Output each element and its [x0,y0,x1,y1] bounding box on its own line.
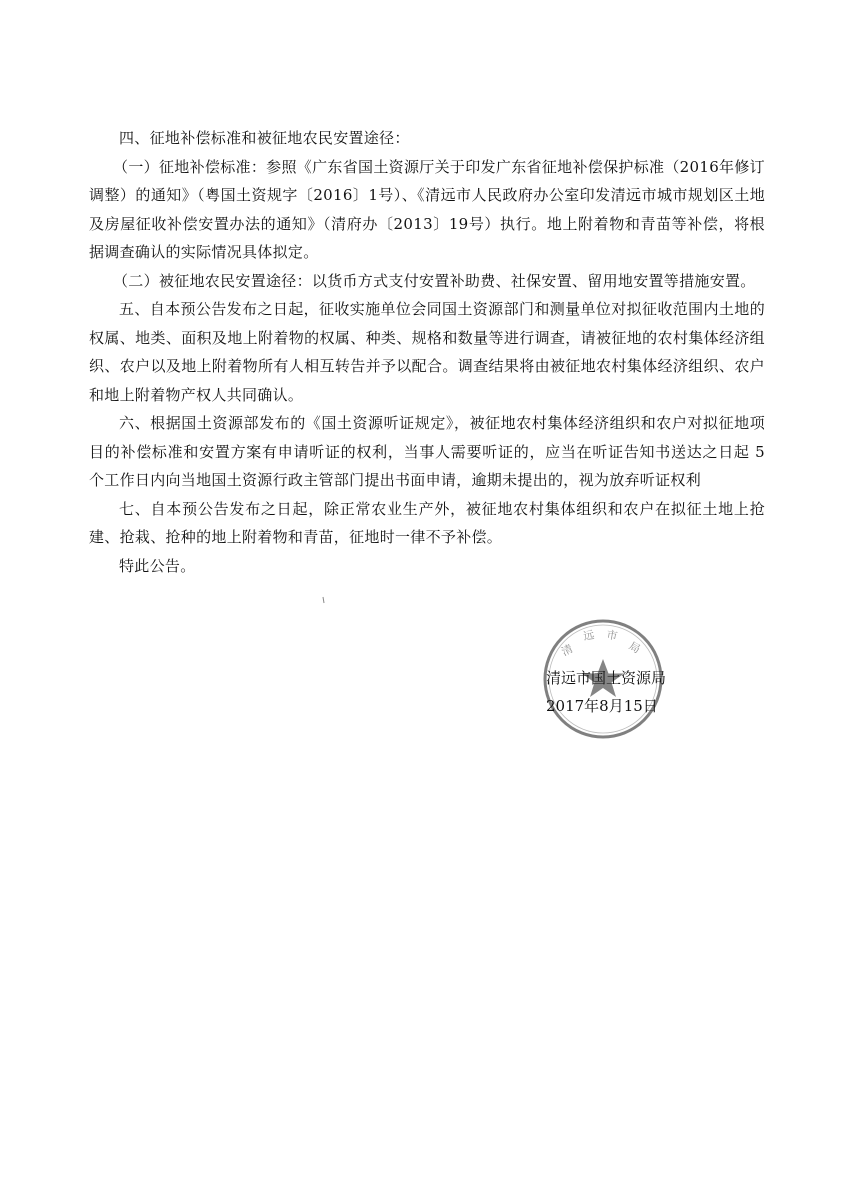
resettlement-paragraph: （二）被征地农民安置途径：以货币方式支付安置补助费、社保安置、留用地安置等措施安置。 [113,271,756,290]
section-seven-paragraph: 七、自本预公告发布之日起，除正常农业生产外，被征地农村集体组织和农户在拟征土地上抢建、抢栽、抢种的地上附着物和青苗，征地时一律不予补偿。 [89,499,765,546]
issuing-organization: 清远市国土资源局 [546,669,667,687]
compensation-standard-paragraph: （一）征地补偿标准：参照《广东省国土资源厅关于印发广东省征地补偿保护标准（2016年修订调整）的通知》（粤国土资规字〔2016〕1号）、《清远市人民政府办公室印发清远市城市规划区土地及房屋征收补偿安置办法的通知》（清府办〔2013〕19号）执行。地上附着物和青苗等补偿，将根据调查确认的实际情况具体拟定。 [89,157,765,261]
closing-statement: 特此公告。 [119,556,196,575]
svg-text:清: 清 [559,642,576,659]
issue-date: 2017年8月15日 [546,697,658,715]
section-four-heading: 四、征地补偿标准和被征地农民安置途径： [119,129,410,147]
section-five-paragraph: 五、自本预公告发布之日起，征收实施单位会同国土资源部门和测量单位对拟征收范围内土地的权属、地类、面积及地上附着物的权属、种类、规格和数量等进行调查，请被征地的农村集体经济组织、农户以及地上附着物所有人相互转告并予以配合。调查结果将由被征地农村集体经济组织、农户和地上附着物产权人共同确认。 [89,300,765,404]
svg-text:局: 局 [626,639,643,657]
signature-block [546,664,706,720]
svg-text:远: 远 [582,628,596,643]
section-six-paragraph: 六、根据国土资源部发布的《国土资源听证规定》，被征地农村集体经济组织和农户对拟征地项目的补偿标准和安置方案有申请听证的权利，当事人需要听证的，应当在听证告知书送达之日起 5 个工作日内向当地国土资源行政主管部门提出书面申请，逾期未提出的，视为放弃听证权利 [89,414,765,489]
svg-text:市: 市 [605,628,619,643]
notice-body [89,124,765,580]
